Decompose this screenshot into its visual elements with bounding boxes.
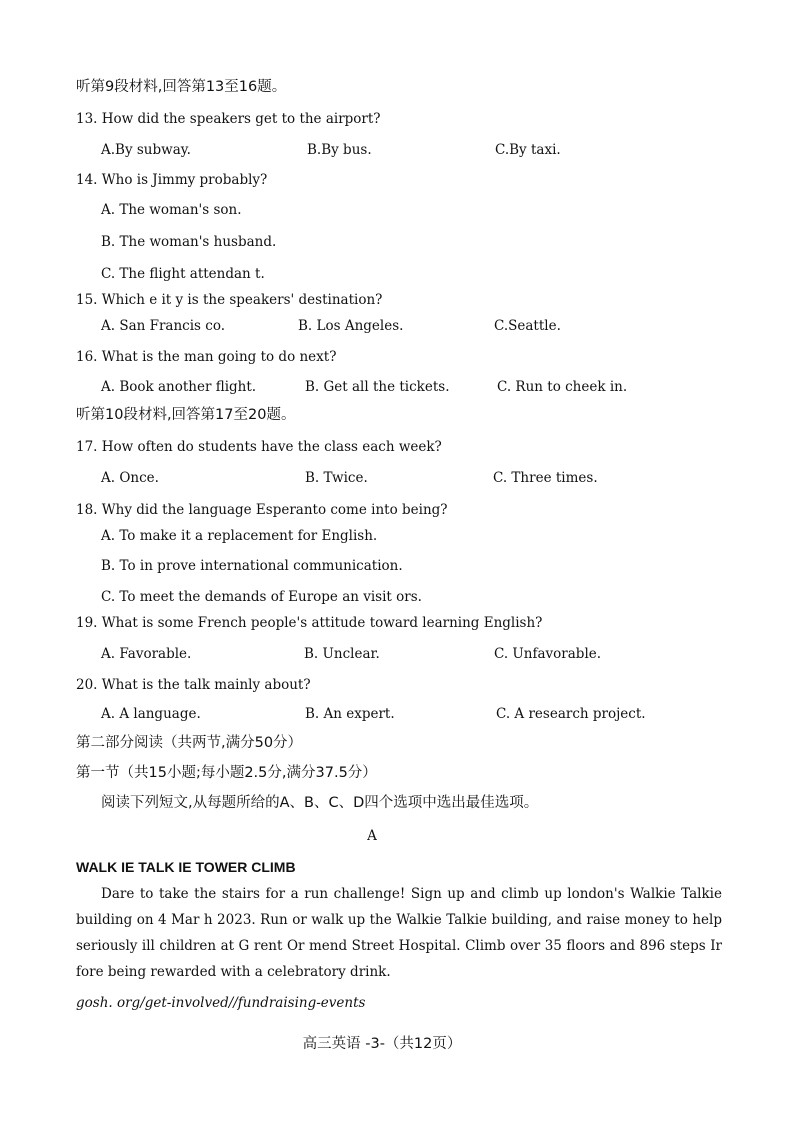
q14-option-a: A. The woman's son. [101,202,242,218]
q14-option-c: C. The flight attendan t. [101,266,265,282]
reading-instruction: 阅读下列短文,从每题所给的A、B、C、D四个选项中选出最佳选项。 [101,795,539,811]
q20-option-a: A. A language. [101,706,201,722]
q19-option-c: C. Unfavorable. [494,646,602,662]
section-heading-part10: 听第10段材料,回答第17至20题。 [76,407,296,423]
question-20: 20. What is the talk mainly about? [76,677,311,693]
q16-option-a: A. Book another flight. [101,379,257,395]
q16-option-c: C. Run to cheek in. [497,379,628,395]
passage-body: Dare to take the stairs for a run challenge! Sign up and climb up london's Walkie Talkie building on 4 Mar h 2023. Run or walk up the Walkie Talkie building, and raise money to help seriously ill children at G rent Or mend Street Hospital. Climb over 35 floors and 896 steps Ir fore being rewarded with a celebratory drink. [76,886,722,980]
q17-option-a: A. Once. [101,470,159,486]
q18-option-c: C. To meet the demands of Europe an visit ors. [101,589,422,605]
q13-option-b: B.By bus. [307,142,372,158]
part2-heading: 第二部分阅读（共两节,满分50分） [76,735,303,751]
q15-option-c: C.Seattle. [494,318,561,334]
q20-option-c: C. A research project. [496,706,646,722]
q16-option-b: B. Get all the tickets. [305,379,450,395]
q19-option-b: B. Unclear. [304,646,380,662]
section-heading-part9: 听第9段材料,回答第13至16题。 [76,79,287,95]
page-footer: 高三英语 -3-（共12页） [302,1036,462,1052]
q20-option-b: B. An expert. [305,706,395,722]
question-16: 16. What is the man going to do next? [76,349,337,365]
q18-option-b: B. To in prove international communication. [101,558,403,574]
passage-title: WALK IE TALK IE TOWER CLIMB [76,859,296,875]
q18-option-a: A. To make it a replacement for English. [101,528,378,544]
question-14: 14. Who is Jimmy probably? [76,172,268,188]
q19-option-a: A. Favorable. [101,646,192,662]
q17-option-c: C. Three times. [493,470,598,486]
q15-option-a: A. San Francis co. [101,318,226,334]
question-18: 18. Why did the language Esperanto come into being? [76,502,448,518]
passage-label: A [367,828,377,844]
question-13: 13. How did the speakers get to the airport? [76,111,381,127]
q13-option-a: A.By subway. [101,142,191,158]
section1-heading: 第一节（共15小题;每小题2.5分,满分37.5分） [76,765,377,781]
q13-option-c: C.By taxi. [495,142,561,158]
question-15: 15. Which e it y is the speakers' destination? [76,292,383,308]
q15-option-b: B. Los Angeles. [298,318,404,334]
question-17: 17. How often do students have the class each week? [76,439,442,455]
passage-source: gosh. org/get-involved//fundraising-events [76,995,366,1011]
q14-option-b: B. The woman's husband. [101,234,277,250]
q17-option-b: B. Twice. [305,470,368,486]
question-19: 19. What is some French people's attitude toward learning English? [76,615,543,631]
